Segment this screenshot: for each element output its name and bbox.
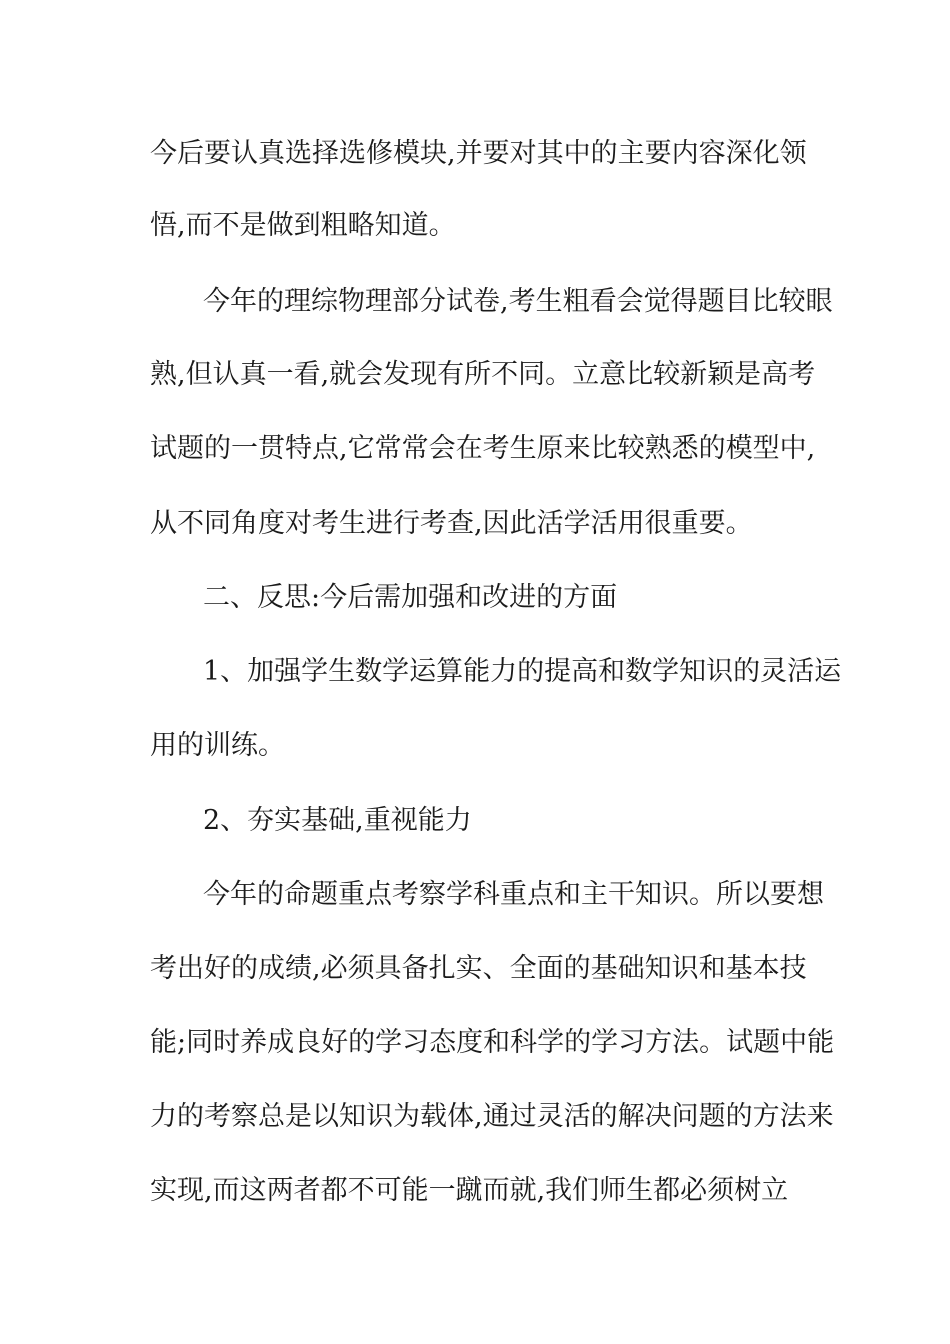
- text-line: 考出好的成绩,必须具备扎实、全面的基础知识和基本技: [150, 953, 807, 984]
- text-line: 实现,而这两者都不可能一蹴而就,我们师生都必须树立: [150, 1175, 789, 1206]
- list-item-line: 2、夯实基础,重视能力: [203, 805, 472, 836]
- text-line: 力的考察总是以知识为载体,通过灵活的解决问题的方法来: [150, 1101, 834, 1132]
- text-line: 能;同时养成良好的学习态度和科学的学习方法。试题中能: [150, 1027, 835, 1058]
- section-heading: 二、反思:今后需加强和改进的方面: [203, 582, 618, 613]
- text-line: 悟,而不是做到粗略知道。: [150, 210, 456, 241]
- paragraph-start-line: 今年的命题重点考察学科重点和主干知识。所以要想: [203, 879, 824, 910]
- text-line: 今后要认真选择选修模块,并要对其中的主要内容深化领: [150, 138, 807, 169]
- text-line: 试题的一贯特点,它常常会在考生原来比较熟悉的模型中,: [150, 433, 816, 464]
- list-item-line: 1、加强学生数学运算能力的提高和数学知识的灵活运: [203, 656, 842, 687]
- text-line: 熟,但认真一看,就会发现有所不同。立意比较新颖是高考: [150, 359, 816, 390]
- text-line: 从不同角度对考生进行考查,因此活学活用很重要。: [150, 508, 753, 539]
- paragraph-start-line: 今年的理综物理部分试卷,考生粗看会觉得题目比较眼: [203, 286, 833, 317]
- text-line: 用的训练。: [150, 730, 285, 761]
